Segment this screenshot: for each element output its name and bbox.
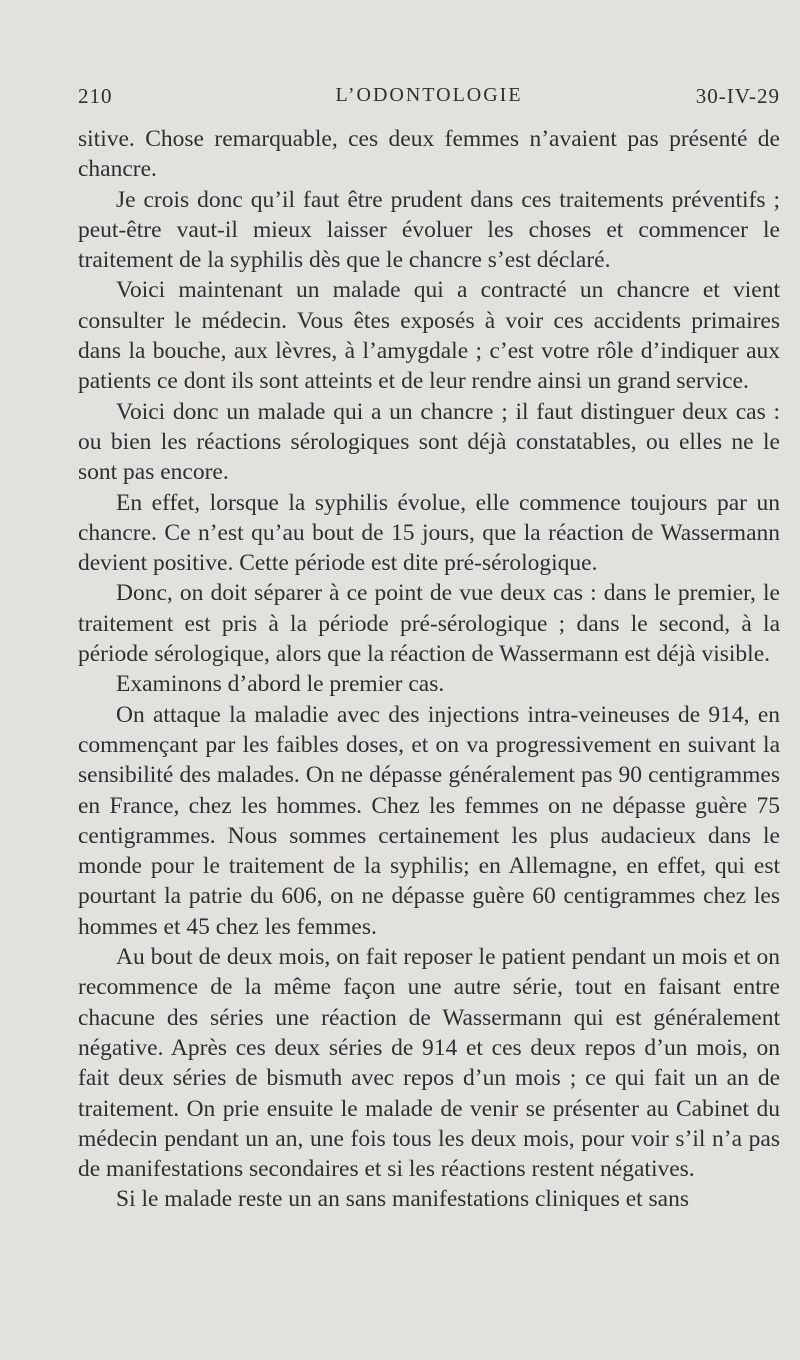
paragraph: Je crois donc qu’il faut être prudent dans ces traitements préventifs ; peut-être vaut-il mieux laisser évoluer les choses et commencer le traitement de la syphilis dès que le chancre s’est déclaré. [78, 186, 780, 274]
paragraph: Si le malade reste un an sans manifestations cliniques et sans [116, 1186, 689, 1213]
body-text [78, 124, 780, 1215]
paragraph-continuation: sitive. Chose remarquable, ces deux femmes n’avaient pas présenté de chancre. [78, 126, 780, 183]
paragraph: Voici donc un malade qui a un chancre ; il faut distinguer deux cas : ou bien les réactions sérologiques sont déjà constatables, ou elles ne le sont pas encore. [78, 398, 780, 486]
paragraph: Voici maintenant un malade qui a contracté un chancre et vient consulter le médecin. Vous êtes exposés à voir ces accidents primaires dans la bouche, aux lèvres, à l’amygdale ; c’est votre rôle d’indiquer aux patients ce dont ils sont atteints et de leur rendre ainsi un grand service. [78, 277, 780, 395]
paragraph: Examinons d’abord le premier cas. [116, 671, 445, 698]
issue-date: 30-IV-29 [695, 84, 780, 108]
paragraph: On attaque la maladie avec des injections intra-veineuses de 914, en commençant par les faibles doses, et on va progressivement en suivant la sensibilité des malades. On ne dépasse généralement pas 90 centigrammes en France, chez les hommes. Chez les femmes on ne dépasse guère 75 centigrammes. Nous sommes certainement les plus audacieux dans le monde pour le traitement de la syphilis; en Allemagne, en effet, qui est pourtant la patrie du 606, on ne dépasse guère 60 centigrammes chez les hommes et 45 chez les femmes. [78, 701, 780, 940]
paragraph: Au bout de deux mois, on fait reposer le patient pendant un mois et on recommence de la même façon une autre série, tout en faisant entre chacune des séries une réaction de Wassermann qui est généralement négative. Après ces deux séries de 914 et ces deux repos d’un mois, on fait deux séries de bismuth avec repos d’un mois ; ce qui fait un an de traitement. On prie ensuite le malade de venir se présenter au Cabinet du médecin pendant un an, une fois tous les deux mois, pour voir s’il n’a pas de manifestations secondaires et si les réactions restent négatives. [78, 944, 780, 1183]
running-title: L’ODONTOLOGIE [335, 84, 523, 106]
page-number: 210 [78, 84, 113, 108]
paragraph: Donc, on doit séparer à ce point de vue deux cas : dans le premier, le traitement est pris à la période pré-sérologique ; dans le second, à la période sérologique, alors que la réaction de Wassermann est déjà visible. [78, 580, 780, 668]
paragraph: En effet, lorsque la syphilis évolue, elle commence toujours par un chancre. Ce n’est qu’au bout de 15 jours, que la réaction de Wassermann devient positive. Cette période est dite pré-sérologique. [78, 489, 780, 577]
running-header [78, 84, 780, 114]
